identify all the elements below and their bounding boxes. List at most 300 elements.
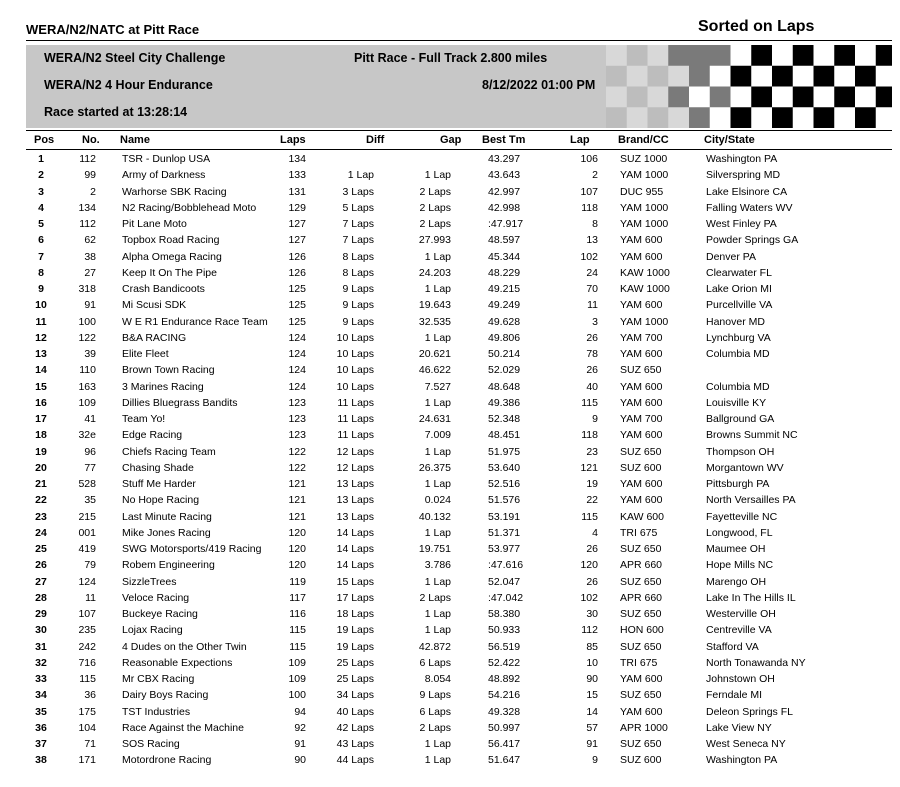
position-cell: 12 xyxy=(35,331,47,344)
brand-cc-cell: TRI 675 xyxy=(620,526,658,539)
gap-cell: 1 Lap xyxy=(424,478,451,490)
brand-cc-cell: SUZ 650 xyxy=(620,575,662,588)
position-cell: 17 xyxy=(35,413,47,425)
position-cell: 35 xyxy=(35,705,47,718)
race-start-time: Race started at 13:28:14 xyxy=(44,105,188,119)
brand-cc-cell: YAM 600 xyxy=(620,705,663,718)
best-lap-cell: 121 xyxy=(580,461,598,474)
position-cell: 31 xyxy=(35,640,47,653)
laps-cell: 91 xyxy=(294,738,306,750)
best-time-cell: 45.344 xyxy=(488,250,521,263)
city-state-cell: Morgantown WV xyxy=(706,461,784,474)
laps-cell: 123 xyxy=(288,429,306,442)
car-number-cell: 36 xyxy=(84,689,96,702)
team-name-cell: 4 Dudes on the Other Twin xyxy=(122,640,247,653)
diff-cell: 13 Laps xyxy=(336,494,374,507)
best-time-cell: :47.042 xyxy=(488,591,524,604)
brand-cc-cell: APR 660 xyxy=(620,559,663,572)
position-cell: 2 xyxy=(38,169,44,182)
diff-cell: 9 Laps xyxy=(342,299,374,312)
best-lap-cell: 4 xyxy=(592,526,598,539)
city-state-cell: North Tonawanda NY xyxy=(706,656,806,669)
car-number-cell: 134 xyxy=(78,201,96,214)
laps-cell: 119 xyxy=(289,575,306,588)
best-time-cell: 49.328 xyxy=(488,705,521,718)
gap-cell: 27.993 xyxy=(418,234,451,247)
table-row xyxy=(0,673,900,689)
brand-cc-cell: YAM 600 xyxy=(620,396,663,409)
city-state-cell: Browns Summit NC xyxy=(706,429,798,442)
best-time-cell: 52.422 xyxy=(488,656,521,669)
col-best-time: Best Tm xyxy=(482,134,526,146)
table-row xyxy=(0,608,900,624)
laps-cell: 125 xyxy=(288,315,306,328)
diff-cell: 25 Laps xyxy=(336,673,374,685)
best-time-cell: 56.519 xyxy=(488,640,521,653)
brand-cc-cell: KAW 1000 xyxy=(620,266,670,279)
best-time-cell: 50.214 xyxy=(488,348,521,360)
best-lap-cell: 26 xyxy=(586,364,598,377)
best-lap-cell: 15 xyxy=(586,689,598,702)
race-name: WERA/N2 4 Hour Endurance xyxy=(44,78,213,92)
table-row xyxy=(0,267,900,283)
col-lap: Lap xyxy=(570,134,590,146)
city-state-cell: West Seneca NY xyxy=(706,738,786,750)
gap-cell: 19.643 xyxy=(418,299,451,312)
brand-cc-cell: HON 600 xyxy=(620,624,664,637)
best-time-cell: 49.215 xyxy=(488,283,521,295)
table-row xyxy=(0,381,900,397)
car-number-cell: 242 xyxy=(78,640,96,653)
gap-cell: 8.054 xyxy=(424,673,451,685)
table-row xyxy=(0,527,900,543)
best-time-cell: 48.229 xyxy=(488,266,521,279)
brand-cc-cell: YAM 700 xyxy=(620,413,663,425)
table-row xyxy=(0,624,900,640)
table-row xyxy=(0,169,900,185)
team-name-cell: Topbox Road Racing xyxy=(122,234,220,247)
laps-cell: 123 xyxy=(288,413,306,425)
gap-cell: 0.024 xyxy=(424,494,451,507)
city-state-cell: Johnstown OH xyxy=(706,673,775,685)
best-lap-cell: 30 xyxy=(586,608,598,620)
team-name-cell: Crash Bandicoots xyxy=(122,283,205,295)
best-lap-cell: 26 xyxy=(586,331,598,344)
brand-cc-cell: KAW 1000 xyxy=(620,283,670,295)
brand-cc-cell: YAM 600 xyxy=(620,348,663,360)
gap-cell: 19.751 xyxy=(418,543,451,555)
diff-cell: 10 Laps xyxy=(336,348,374,360)
brand-cc-cell: SUZ 650 xyxy=(620,543,662,555)
best-lap-cell: 23 xyxy=(586,445,598,458)
brand-cc-cell: YAM 600 xyxy=(620,299,663,312)
car-number-cell: 79 xyxy=(84,559,96,572)
position-cell: 22 xyxy=(35,494,47,507)
best-time-cell: 51.975 xyxy=(488,445,521,458)
team-name-cell: Chasing Shade xyxy=(122,461,194,474)
best-time-cell: 52.029 xyxy=(488,364,521,377)
brand-cc-cell: SUZ 650 xyxy=(620,738,662,750)
city-state-cell: Marengo OH xyxy=(706,575,767,588)
gap-cell: 1 Lap xyxy=(424,624,451,637)
gap-cell: 46.622 xyxy=(418,364,451,377)
diff-cell: 14 Laps xyxy=(336,526,374,539)
car-number-cell: 318 xyxy=(78,283,96,295)
best-time-cell: 52.348 xyxy=(488,413,521,425)
city-state-cell: Louisville KY xyxy=(706,396,767,409)
city-state-cell: Westerville OH xyxy=(706,608,776,620)
position-cell: 27 xyxy=(35,575,47,588)
gap-cell: 2 Laps xyxy=(419,591,451,604)
challenge-name: WERA/N2 Steel City Challenge xyxy=(44,51,226,65)
city-state-cell: Longwood, FL xyxy=(706,526,773,539)
best-time-cell: :47.917 xyxy=(488,218,524,230)
gap-cell: 6 Laps xyxy=(419,705,451,718)
diff-cell: 9 Laps xyxy=(342,283,374,295)
best-lap-cell: 13 xyxy=(586,234,598,247)
car-number-cell: 110 xyxy=(79,364,96,377)
table-row xyxy=(0,397,900,413)
best-time-cell: 53.191 xyxy=(488,510,521,523)
laps-cell: 120 xyxy=(288,543,306,555)
position-cell: 18 xyxy=(35,429,47,442)
best-lap-cell: 57 xyxy=(586,721,598,734)
position-cell: 24 xyxy=(35,526,47,539)
best-lap-cell: 10 xyxy=(586,656,598,669)
city-state-cell: Deleon Springs FL xyxy=(706,705,793,718)
position-cell: 4 xyxy=(38,201,44,214)
brand-cc-cell: SUZ 650 xyxy=(620,364,662,377)
laps-cell: 127 xyxy=(288,234,306,247)
city-state-cell: West Finley PA xyxy=(706,218,777,230)
diff-cell: 44 Laps xyxy=(336,754,374,767)
team-name-cell: Motordrone Racing xyxy=(122,754,212,767)
best-time-cell: 49.806 xyxy=(488,331,521,344)
team-name-cell: Warhorse SBK Racing xyxy=(122,185,227,198)
team-name-cell: Last Minute Racing xyxy=(122,510,212,523)
team-name-cell: Dairy Boys Racing xyxy=(122,689,209,702)
gap-cell: 42.872 xyxy=(418,640,451,653)
best-time-cell: 51.371 xyxy=(488,526,521,539)
table-row xyxy=(0,299,900,315)
brand-cc-cell: YAM 1000 xyxy=(620,315,669,328)
laps-cell: 92 xyxy=(294,721,306,734)
race-datetime: 8/12/2022 01:00 PM xyxy=(482,78,596,92)
car-number-cell: 100 xyxy=(78,315,96,328)
diff-cell: 10 Laps xyxy=(336,364,374,377)
position-cell: 5 xyxy=(38,218,44,230)
best-lap-cell: 70 xyxy=(586,283,598,295)
gap-cell: 1 Lap xyxy=(424,608,451,620)
best-lap-cell: 9 xyxy=(592,754,598,767)
city-state-cell: Denver PA xyxy=(706,250,756,263)
table-row xyxy=(0,316,900,332)
laps-cell: 121 xyxy=(288,478,306,490)
diff-cell: 12 Laps xyxy=(336,445,374,458)
gap-cell: 26.375 xyxy=(418,461,451,474)
col-name: Name xyxy=(120,134,150,146)
diff-cell: 11 Laps xyxy=(337,429,374,442)
brand-cc-cell: SUZ 650 xyxy=(620,689,662,702)
gap-cell: 3.786 xyxy=(424,559,451,572)
brand-cc-cell: YAM 600 xyxy=(620,380,663,393)
diff-cell: 14 Laps xyxy=(336,543,374,555)
best-lap-cell: 11 xyxy=(587,299,598,312)
car-number-cell: 71 xyxy=(84,738,96,750)
gap-cell: 1 Lap xyxy=(424,283,451,295)
gap-cell: 1 Lap xyxy=(424,738,451,750)
race-banner xyxy=(26,45,892,128)
best-time-cell: 48.597 xyxy=(488,234,521,247)
position-cell: 8 xyxy=(38,266,44,279)
team-name-cell: Chiefs Racing Team xyxy=(122,445,216,458)
laps-cell: 115 xyxy=(289,624,306,637)
best-lap-cell: 91 xyxy=(586,738,598,750)
best-time-cell: 49.628 xyxy=(488,315,521,328)
table-row xyxy=(0,641,900,657)
table-row xyxy=(0,251,900,267)
laps-cell: 123 xyxy=(288,396,306,409)
brand-cc-cell: YAM 1000 xyxy=(620,218,669,230)
car-number-cell: 39 xyxy=(84,348,96,360)
diff-cell: 17 Laps xyxy=(336,591,374,604)
diff-cell: 1 Lap xyxy=(347,169,374,182)
best-time-cell: 43.643 xyxy=(488,169,521,182)
diff-cell: 11 Laps xyxy=(337,413,374,425)
city-state-cell: Columbia MD xyxy=(706,380,770,393)
diff-cell: 18 Laps xyxy=(336,608,374,620)
brand-cc-cell: YAM 600 xyxy=(620,429,663,442)
car-number-cell: 38 xyxy=(84,250,96,263)
position-cell: 7 xyxy=(38,250,44,263)
best-lap-cell: 24 xyxy=(586,266,598,279)
best-time-cell: 43.297 xyxy=(488,153,521,165)
col-diff: Diff xyxy=(366,134,385,146)
table-row xyxy=(0,543,900,559)
laps-cell: 124 xyxy=(288,380,306,393)
car-number-cell: 175 xyxy=(78,705,96,718)
gap-cell: 40.132 xyxy=(418,510,451,523)
best-lap-cell: 107 xyxy=(580,185,598,198)
car-number-cell: 32e xyxy=(78,429,96,442)
gap-cell: 32.535 xyxy=(418,315,451,328)
city-state-cell: Lake View NY xyxy=(706,721,772,734)
car-number-cell: 27 xyxy=(84,266,96,279)
gap-cell: 9 Laps xyxy=(419,689,451,702)
brand-cc-cell: YAM 1000 xyxy=(620,169,669,182)
laps-cell: 134 xyxy=(288,153,306,165)
car-number-cell: 124 xyxy=(78,575,96,588)
best-time-cell: 56.417 xyxy=(488,738,521,750)
laps-cell: 125 xyxy=(288,283,306,295)
gap-cell: 6 Laps xyxy=(419,656,451,669)
car-number-cell: 41 xyxy=(84,413,96,425)
car-number-cell: 62 xyxy=(84,234,96,247)
diff-cell: 13 Laps xyxy=(336,510,374,523)
laps-cell: 117 xyxy=(289,591,306,604)
team-name-cell: Reasonable Expections xyxy=(122,656,233,669)
gap-cell: 2 Laps xyxy=(419,185,451,198)
position-cell: 33 xyxy=(35,673,47,685)
car-number-cell: 115 xyxy=(79,673,96,685)
position-cell: 25 xyxy=(35,543,47,555)
position-cell: 1 xyxy=(38,153,44,165)
laps-cell: 122 xyxy=(288,461,306,474)
best-lap-cell: 118 xyxy=(581,201,598,214)
position-cell: 16 xyxy=(35,396,47,409)
laps-cell: 131 xyxy=(288,185,306,198)
brand-cc-cell: SUZ 600 xyxy=(620,754,662,767)
best-lap-cell: 115 xyxy=(581,396,598,409)
position-cell: 10 xyxy=(35,299,47,312)
gap-cell: 20.621 xyxy=(418,348,451,360)
brand-cc-cell: YAM 600 xyxy=(620,673,663,685)
best-lap-cell: 19 xyxy=(586,478,598,490)
gap-cell: 1 Lap xyxy=(424,445,451,458)
team-name-cell: Dillies Bluegrass Bandits xyxy=(122,396,238,409)
car-number-cell: 107 xyxy=(78,608,96,620)
best-time-cell: 50.933 xyxy=(488,624,521,637)
position-cell: 30 xyxy=(35,624,47,637)
team-name-cell: Mike Jones Racing xyxy=(122,526,211,539)
team-name-cell: Elite Fleet xyxy=(122,348,169,360)
position-cell: 29 xyxy=(35,608,47,620)
brand-cc-cell: YAM 600 xyxy=(620,494,663,507)
laps-cell: 126 xyxy=(288,250,306,263)
brand-cc-cell: SUZ 650 xyxy=(620,608,662,620)
diff-cell: 7 Laps xyxy=(342,218,374,230)
diff-cell: 19 Laps xyxy=(336,624,374,637)
team-name-cell: Team Yo! xyxy=(122,413,166,425)
position-cell: 26 xyxy=(35,559,47,572)
table-row xyxy=(0,511,900,527)
car-number-cell: 215 xyxy=(78,510,96,523)
diff-cell: 40 Laps xyxy=(336,705,374,718)
city-state-cell: Columbia MD xyxy=(706,348,770,360)
gap-cell: 2 Laps xyxy=(419,721,451,734)
diff-cell: 3 Laps xyxy=(342,185,374,198)
position-cell: 21 xyxy=(35,478,47,490)
diff-cell: 43 Laps xyxy=(336,738,374,750)
city-state-cell: Hanover MD xyxy=(706,315,765,328)
best-lap-cell: 78 xyxy=(586,348,598,360)
car-number-cell: 109 xyxy=(78,396,96,409)
position-cell: 36 xyxy=(35,721,47,734)
brand-cc-cell: SUZ 1000 xyxy=(620,153,668,165)
car-number-cell: 716 xyxy=(78,656,96,669)
gap-cell: 7.009 xyxy=(424,429,451,442)
best-time-cell: 48.892 xyxy=(488,673,521,685)
team-name-cell: Alpha Omega Racing xyxy=(122,250,222,263)
best-lap-cell: 112 xyxy=(581,624,598,637)
team-name-cell: Stuff Me Harder xyxy=(122,478,196,490)
team-name-cell: Keep It On The Pipe xyxy=(122,266,217,279)
best-lap-cell: 26 xyxy=(586,575,598,588)
diff-cell: 10 Laps xyxy=(336,331,374,344)
best-lap-cell: 40 xyxy=(586,380,598,393)
laps-cell: 133 xyxy=(288,169,306,182)
table-row xyxy=(0,186,900,202)
col-no: No. xyxy=(82,134,100,146)
gap-cell: 2 Laps xyxy=(419,201,451,214)
city-state-cell: Thompson OH xyxy=(706,445,775,458)
laps-cell: 115 xyxy=(289,640,306,653)
position-cell: 34 xyxy=(35,689,47,702)
brand-cc-cell: KAW 600 xyxy=(620,510,664,523)
laps-cell: 120 xyxy=(288,559,306,572)
team-name-cell: SizzleTrees xyxy=(122,575,177,588)
best-time-cell: 58.380 xyxy=(488,608,521,620)
gap-cell: 24.203 xyxy=(418,266,451,279)
brand-cc-cell: YAM 600 xyxy=(620,478,663,490)
sort-label: Sorted on Laps xyxy=(698,18,815,35)
brand-cc-cell: APR 660 xyxy=(620,591,663,604)
best-time-cell: 53.640 xyxy=(488,461,521,474)
best-time-cell: 52.047 xyxy=(488,575,521,588)
brand-cc-cell: YAM 600 xyxy=(620,250,663,263)
track-info: Pitt Race - Full Track 2.800 miles xyxy=(354,51,548,65)
best-lap-cell: 85 xyxy=(586,640,598,653)
best-time-cell: 49.249 xyxy=(488,299,521,312)
col-laps: Laps xyxy=(280,134,306,146)
position-cell: 11 xyxy=(35,315,47,328)
city-state-cell: Ferndale MI xyxy=(706,689,763,702)
diff-cell: 8 Laps xyxy=(342,250,374,263)
best-time-cell: 54.216 xyxy=(488,689,521,702)
divider xyxy=(26,40,892,41)
table-row xyxy=(0,202,900,218)
car-number-cell: 96 xyxy=(84,445,96,458)
city-state-cell: Lake Orion MI xyxy=(706,283,772,295)
diff-cell: 34 Laps xyxy=(336,689,374,702)
brand-cc-cell: DUC 955 xyxy=(620,185,664,198)
city-state-cell: Purcellville VA xyxy=(706,299,773,312)
laps-cell: 109 xyxy=(288,673,306,685)
best-time-cell: 48.648 xyxy=(488,380,521,393)
city-state-cell: Washington PA xyxy=(706,754,778,767)
laps-cell: 124 xyxy=(288,364,306,377)
gap-cell: 1 Lap xyxy=(424,250,451,263)
table-row xyxy=(0,706,900,722)
city-state-cell: Stafford VA xyxy=(706,640,759,653)
position-cell: 9 xyxy=(38,283,44,295)
table-row xyxy=(0,462,900,478)
table-row xyxy=(0,429,900,445)
col-city: City/State xyxy=(704,134,755,146)
diff-cell: 12 Laps xyxy=(336,461,374,474)
city-state-cell: Falling Waters WV xyxy=(706,201,793,214)
team-name-cell: Pit Lane Moto xyxy=(122,218,187,230)
team-name-cell: Race Against the Machine xyxy=(122,721,244,734)
laps-cell: 100 xyxy=(288,689,306,702)
car-number-cell: 001 xyxy=(78,526,96,539)
diff-cell: 42 Laps xyxy=(336,721,374,734)
best-time-cell: 52.516 xyxy=(488,478,521,490)
city-state-cell: Lake Elsinore CA xyxy=(706,185,788,198)
diff-cell: 19 Laps xyxy=(336,640,374,653)
gap-cell: 1 Lap xyxy=(424,754,451,767)
laps-cell: 94 xyxy=(294,705,306,718)
diff-cell: 5 Laps xyxy=(342,201,374,214)
car-number-cell: 11 xyxy=(85,591,96,604)
table-row xyxy=(0,348,900,364)
best-lap-cell: 8 xyxy=(592,218,598,230)
brand-cc-cell: YAM 600 xyxy=(620,234,663,247)
team-name-cell: B&A RACING xyxy=(122,331,187,344)
best-time-cell: :47.616 xyxy=(488,559,524,572)
city-state-cell: Fayetteville NC xyxy=(706,510,778,523)
car-number-cell: 2 xyxy=(90,185,96,198)
